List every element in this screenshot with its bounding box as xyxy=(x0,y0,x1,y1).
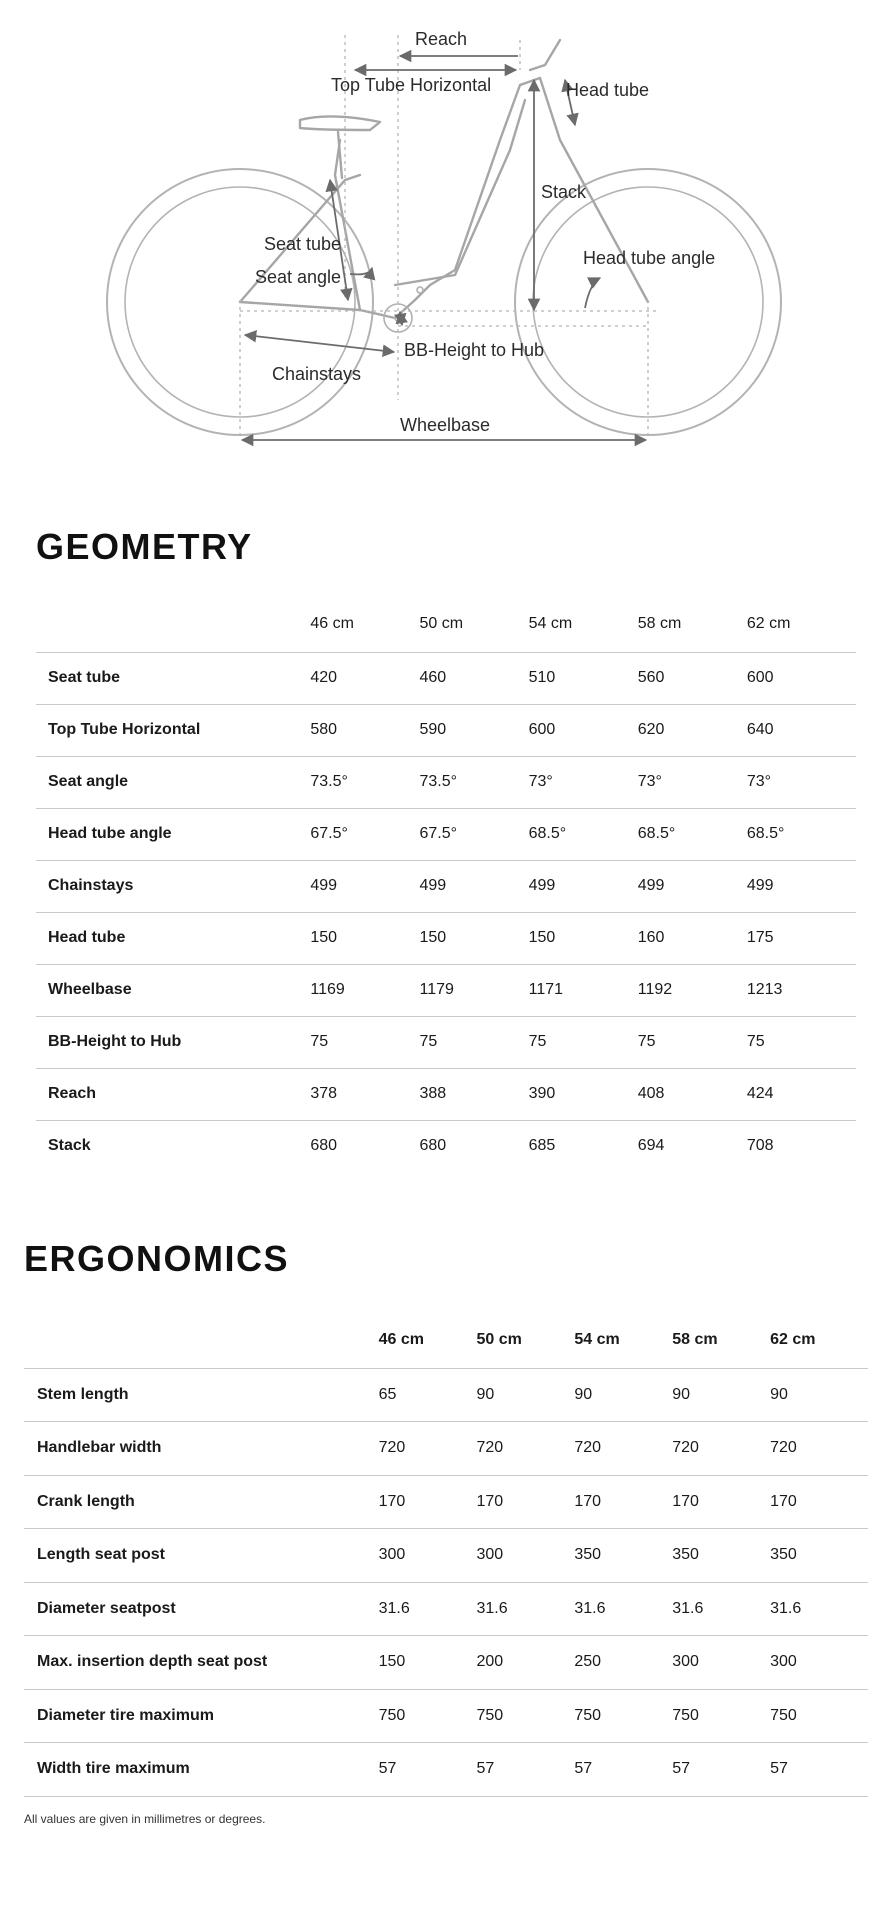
table-cell: 73° xyxy=(747,756,856,808)
table-cell: 685 xyxy=(529,1120,638,1172)
diagram-label-stack: Stack xyxy=(541,182,587,202)
table-cell: 1192 xyxy=(638,964,747,1016)
table-cell: 378 xyxy=(310,1068,419,1120)
table-cell: 499 xyxy=(310,860,419,912)
table-cell: 67.5° xyxy=(310,808,419,860)
geometry-title: GEOMETRY xyxy=(36,526,253,567)
table-cell: 499 xyxy=(638,860,747,912)
table-cell: 390 xyxy=(529,1068,638,1120)
table-cell: 750 xyxy=(476,1689,574,1743)
table-cell: 720 xyxy=(574,1422,672,1476)
table-cell: 175 xyxy=(747,912,856,964)
diagram-label-top-tube-horizontal: Top Tube Horizontal xyxy=(331,75,492,95)
table-cell: 90 xyxy=(476,1368,574,1422)
table-cell: 75 xyxy=(529,1016,638,1068)
table-cell: 68.5° xyxy=(638,808,747,860)
geometry-column-header: 50 cm xyxy=(419,614,464,632)
row-label: Stem length xyxy=(24,1368,379,1422)
row-label: Handlebar width xyxy=(24,1422,379,1476)
table-cell: 57 xyxy=(770,1743,868,1797)
table-cell: 67.5° xyxy=(419,808,528,860)
table-row xyxy=(24,1422,868,1476)
diagram-label-reach: Reach xyxy=(415,29,468,49)
table-cell: 90 xyxy=(672,1368,770,1422)
diagram-label-head-tube: Head tube xyxy=(566,80,650,100)
table-cell: 640 xyxy=(747,704,856,756)
table-cell: 150 xyxy=(379,1636,477,1690)
table-cell: 57 xyxy=(672,1743,770,1797)
table-cell: 750 xyxy=(379,1689,477,1743)
row-label: Top Tube Horizontal xyxy=(36,704,310,756)
table-cell: 65 xyxy=(379,1368,477,1422)
table-row xyxy=(24,1636,868,1690)
row-label: Seat angle xyxy=(36,756,310,808)
row-label: Width tire maximum xyxy=(24,1743,379,1797)
table-cell: 200 xyxy=(476,1636,574,1690)
table-cell: 300 xyxy=(379,1529,477,1583)
table-cell: 620 xyxy=(638,704,747,756)
table-cell: 460 xyxy=(419,652,528,704)
table-row xyxy=(24,1529,868,1583)
table-cell: 57 xyxy=(574,1743,672,1797)
geometry-column-header: 54 cm xyxy=(528,614,573,632)
footnote: All values are given in millimetres or degrees. xyxy=(24,1812,266,1826)
geometry-column-header: 46 cm xyxy=(310,614,354,632)
table-cell: 75 xyxy=(638,1016,747,1068)
table-row xyxy=(24,1368,868,1422)
table-cell: 720 xyxy=(672,1422,770,1476)
geometry-header-blank xyxy=(36,596,310,652)
table-cell: 580 xyxy=(310,704,419,756)
table-cell: 57 xyxy=(476,1743,574,1797)
table-row xyxy=(36,1068,856,1120)
diagram-label-chainstays: Chainstays xyxy=(272,364,362,384)
geometry-table-body xyxy=(36,596,856,1172)
table-cell: 170 xyxy=(770,1475,868,1529)
row-label: Seat tube xyxy=(36,652,310,704)
row-label: Crank length xyxy=(24,1475,379,1529)
table-cell: 150 xyxy=(310,912,419,964)
table-cell: 499 xyxy=(419,860,528,912)
table-cell: 708 xyxy=(747,1120,856,1172)
table-row xyxy=(36,808,856,860)
geometry-header-row xyxy=(36,596,856,652)
table-cell: 31.6 xyxy=(476,1582,574,1636)
table-cell: 150 xyxy=(529,912,638,964)
table-cell: 31.6 xyxy=(379,1582,477,1636)
ergonomics-column-header: 54 cm xyxy=(574,1330,620,1348)
table-row xyxy=(24,1689,868,1743)
table-cell: 31.6 xyxy=(672,1582,770,1636)
ergonomics-title: ERGONOMICS xyxy=(24,1238,290,1279)
table-cell: 170 xyxy=(476,1475,574,1529)
table-row xyxy=(24,1475,868,1529)
table-cell: 75 xyxy=(747,1016,856,1068)
table-cell: 1179 xyxy=(419,964,528,1016)
table-cell: 350 xyxy=(770,1529,868,1583)
geometry-column-header: 58 cm xyxy=(637,614,682,632)
table-row xyxy=(36,1120,856,1172)
table-cell: 750 xyxy=(672,1689,770,1743)
ergonomics-column-header: 58 cm xyxy=(672,1330,718,1348)
table-row xyxy=(36,652,856,704)
table-cell: 680 xyxy=(310,1120,419,1172)
table-row xyxy=(36,1016,856,1068)
diagram-label-wheelbase: Wheelbase xyxy=(400,415,491,435)
table-cell: 408 xyxy=(638,1068,747,1120)
ergonomics-table-body xyxy=(24,1312,868,1796)
ergonomics-header-blank xyxy=(24,1312,379,1368)
table-cell: 424 xyxy=(747,1068,856,1120)
table-cell: 590 xyxy=(419,704,528,756)
table-cell: 1171 xyxy=(529,964,638,1016)
table-cell: 75 xyxy=(419,1016,528,1068)
row-label: BB-Height to Hub xyxy=(36,1016,310,1068)
row-label: Max. insertion depth seat post xyxy=(24,1636,379,1690)
table-cell: 750 xyxy=(574,1689,672,1743)
diagram-label-bb-height-to-hub: BB-Height to Hub xyxy=(404,340,545,360)
table-cell: 720 xyxy=(476,1422,574,1476)
table-cell: 600 xyxy=(747,652,856,704)
diagram-label-head-tube-angle: Head tube angle xyxy=(583,248,716,268)
geometry-table xyxy=(36,596,856,1172)
table-cell: 90 xyxy=(574,1368,672,1422)
row-label: Reach xyxy=(36,1068,310,1120)
ergonomics-header-row xyxy=(24,1312,868,1368)
row-label: Head tube xyxy=(36,912,310,964)
ergonomics-column-header: 62 cm xyxy=(770,1330,816,1348)
table-cell: 73.5° xyxy=(310,756,419,808)
row-label: Stack xyxy=(36,1120,310,1172)
table-cell: 170 xyxy=(672,1475,770,1529)
diagram-label-seat-tube: Seat tube xyxy=(264,234,342,254)
table-row xyxy=(36,964,856,1016)
table-cell: 170 xyxy=(379,1475,477,1529)
table-cell: 150 xyxy=(419,912,528,964)
table-cell: 57 xyxy=(379,1743,477,1797)
table-cell: 73° xyxy=(638,756,747,808)
geometry-column-header: 62 cm xyxy=(746,614,791,632)
ergonomics-table xyxy=(24,1312,868,1797)
ergonomics-column-header: 46 cm xyxy=(378,1330,424,1348)
table-cell: 68.5° xyxy=(747,808,856,860)
table-cell: 750 xyxy=(770,1689,868,1743)
table-cell: 1169 xyxy=(310,964,419,1016)
table-cell: 1213 xyxy=(747,964,856,1016)
table-cell: 300 xyxy=(476,1529,574,1583)
table-cell: 350 xyxy=(672,1529,770,1583)
table-row xyxy=(24,1582,868,1636)
table-cell: 300 xyxy=(672,1636,770,1690)
table-cell: 75 xyxy=(310,1016,419,1068)
table-cell: 694 xyxy=(638,1120,747,1172)
table-cell: 73° xyxy=(529,756,638,808)
table-cell: 720 xyxy=(379,1422,477,1476)
table-cell: 31.6 xyxy=(770,1582,868,1636)
table-cell: 350 xyxy=(574,1529,672,1583)
table-cell: 388 xyxy=(419,1068,528,1120)
row-label: Head tube angle xyxy=(36,808,310,860)
table-cell: 499 xyxy=(529,860,638,912)
table-cell: 600 xyxy=(529,704,638,756)
row-label: Chainstays xyxy=(36,860,310,912)
table-row xyxy=(24,1743,868,1797)
table-row xyxy=(36,860,856,912)
row-label: Length seat post xyxy=(24,1529,379,1583)
table-cell: 720 xyxy=(770,1422,868,1476)
row-label: Diameter tire maximum xyxy=(24,1689,379,1743)
table-row xyxy=(36,912,856,964)
diagram-label-seat-angle: Seat angle xyxy=(255,267,342,287)
geometry-diagram xyxy=(0,0,895,470)
table-cell: 250 xyxy=(574,1636,672,1690)
table-cell: 73.5° xyxy=(419,756,528,808)
table-cell: 90 xyxy=(770,1368,868,1422)
ergonomics-column-header: 50 cm xyxy=(476,1330,522,1348)
table-cell: 499 xyxy=(747,860,856,912)
table-cell: 510 xyxy=(529,652,638,704)
table-row xyxy=(36,756,856,808)
table-cell: 160 xyxy=(638,912,747,964)
table-cell: 560 xyxy=(638,652,747,704)
table-cell: 680 xyxy=(419,1120,528,1172)
row-label: Wheelbase xyxy=(36,964,310,1016)
table-cell: 170 xyxy=(574,1475,672,1529)
table-cell: 300 xyxy=(770,1636,868,1690)
table-cell: 31.6 xyxy=(574,1582,672,1636)
table-cell: 68.5° xyxy=(529,808,638,860)
row-label: Diameter seatpost xyxy=(24,1582,379,1636)
table-row xyxy=(36,704,856,756)
table-cell: 420 xyxy=(310,652,419,704)
